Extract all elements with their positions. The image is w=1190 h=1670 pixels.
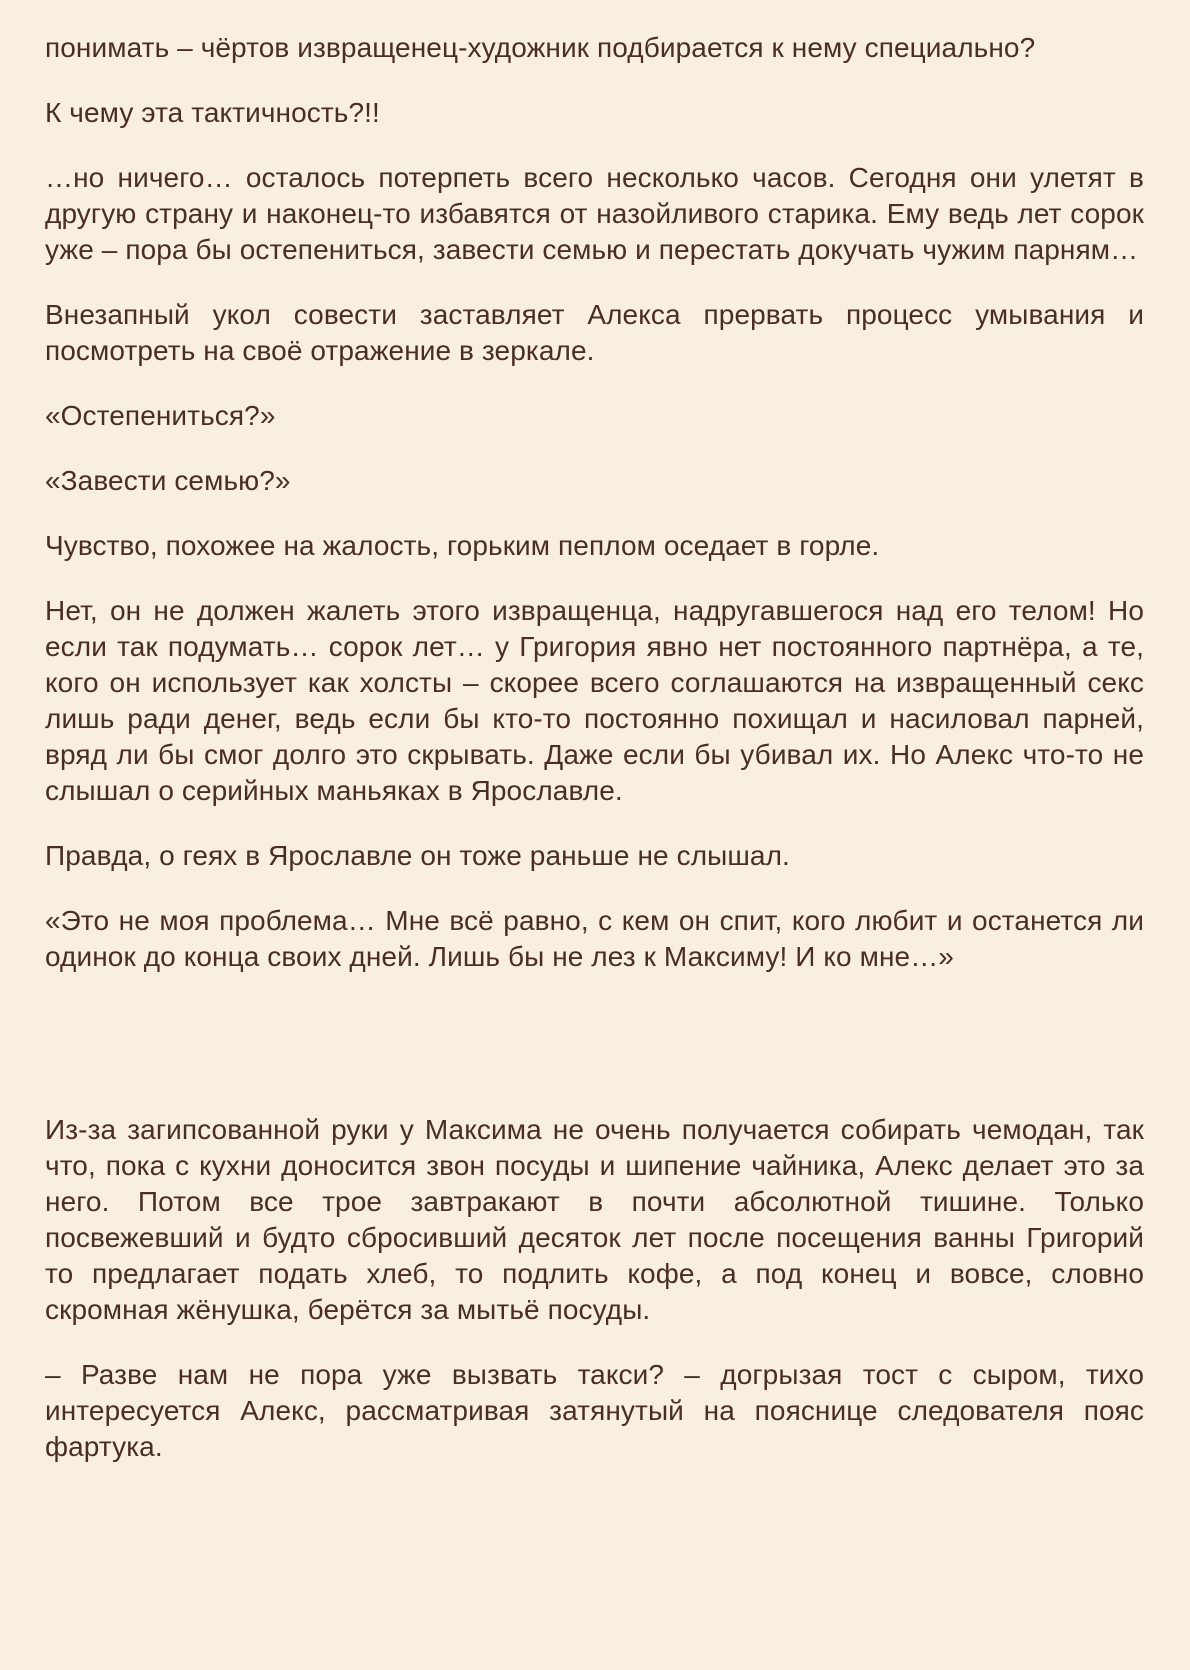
paragraph-8: Нет, он не должен жалеть этого извращенца, надругавшегося над его телом! Но если так подумать… сорок лет… у Григория явно нет постоянного партнёра, а те, кого он использует как холсты – скорее всего соглашаются на извращенный секс лишь ради денег, ведь если бы кто-то постоянно похищал и насиловал парней, вряд ли бы смог долго это скрывать. Даже если бы убивал их. Но Алекс что-то не слышал о серийных маньяках в Ярославле. [45,595,1144,806]
paragraph-1: понимать – чёртов извращенец-художник подбирается к нему специально? [45,32,1036,63]
paragraph-7: Чувство, похожее на жалость, горьким пеплом оседает в горле. [45,530,880,561]
paragraph-12: – Разве нам не пора уже вызвать такси? – догрызая тост с сыром, тихо интересуется Алекс, рассматривая затянутый на пояснице следователя пояс фартука. [45,1359,1144,1462]
paragraph-9: Правда, о геях в Ярославле он тоже раньше не слышал. [45,840,790,871]
paragraph-11: Из-за загипсованной руки у Максима не очень получается собирать чемодан, так что, пока с кухни доносится звон посуды и шипение чайника, Алекс делает это за него. Потом все трое завтракают в почти абсолютной тишине. Только посвежевший и будто сбросивший десяток лет после посещения ванны Григорий то предлагает подать хлеб, то подлить кофе, а под конец и вовсе, словно скромная жёнушка, берётся за мытьё посуды. [45,1114,1144,1325]
paragraph-10: «Это не моя проблема… Мне всё равно, с кем он спит, кого любит и останется ли одинок до конца своих дней. Лишь бы не лез к Максиму! И ко мне…» [45,905,1144,972]
paragraph-2: К чему эта тактичность?!! [45,97,380,128]
paragraph-4: Внезапный укол совести заставляет Алекса прервать процесс умывания и посмотреть на своё отражение в зеркале. [45,299,1144,366]
paragraph-6: «Завести семью?» [45,465,291,496]
paragraph-3: …но ничего… осталось потерпеть всего несколько часов. Сегодня они улетят в другую страну и наконец-то избавятся от назойливого старика. Ему ведь лет сорок уже – пора бы остепениться, завести семью и перестать докучать чужим парням… [45,162,1144,265]
paragraph-5: «Остепениться?» [45,400,276,431]
document-page [45,30,1144,1465]
